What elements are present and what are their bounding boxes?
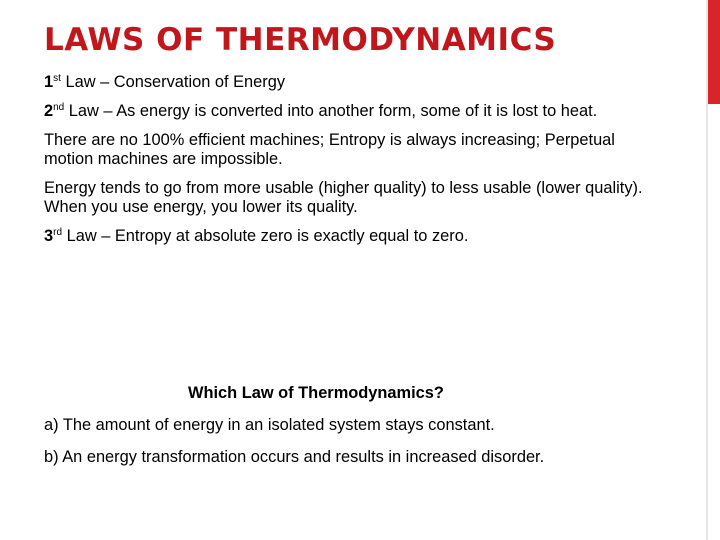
accent-bar-lower xyxy=(708,104,720,540)
energy-quality-note: Energy tends to go from more usable (higher quality) to less usable (lower quality). When you use energy, you lower its quality. xyxy=(44,179,643,216)
first-law-text: – Conservation of Energy xyxy=(95,73,286,91)
first-law-suffix: st xyxy=(53,73,61,84)
quiz-option-b: b) An energy transformation occurs and results in increased disorder. xyxy=(44,448,545,466)
first-law-label: Law xyxy=(60,73,96,91)
second-law-label: Law xyxy=(64,102,99,120)
second-law-text: – As energy is converted into another form, some of it is lost to heat. xyxy=(98,102,598,120)
third-law-label: Law xyxy=(62,227,97,245)
first-law-number: 1 xyxy=(44,73,54,91)
second-law-number: 2 xyxy=(44,102,54,120)
slide-title: LAWS OF THERMODYNAMICS xyxy=(44,22,557,58)
efficiency-note: There are no 100% efficient machines; Entropy is always increasing; Perpetual motion machines are impossible. xyxy=(44,131,615,168)
first-law xyxy=(44,73,644,92)
quiz-question: Which Law of Thermodynamics? xyxy=(188,384,444,402)
third-law-suffix: rd xyxy=(53,227,63,238)
accent-bar xyxy=(708,0,720,104)
third-law xyxy=(44,227,644,246)
second-law xyxy=(44,102,644,121)
third-law-number: 3 xyxy=(44,227,54,245)
third-law-text: – Entropy at absolute zero is exactly equal to zero. xyxy=(96,227,469,245)
second-law-suffix: nd xyxy=(53,102,65,113)
laws-body xyxy=(44,73,644,256)
quiz-option-a: a) The amount of energy in an isolated system stays constant. xyxy=(44,416,495,434)
